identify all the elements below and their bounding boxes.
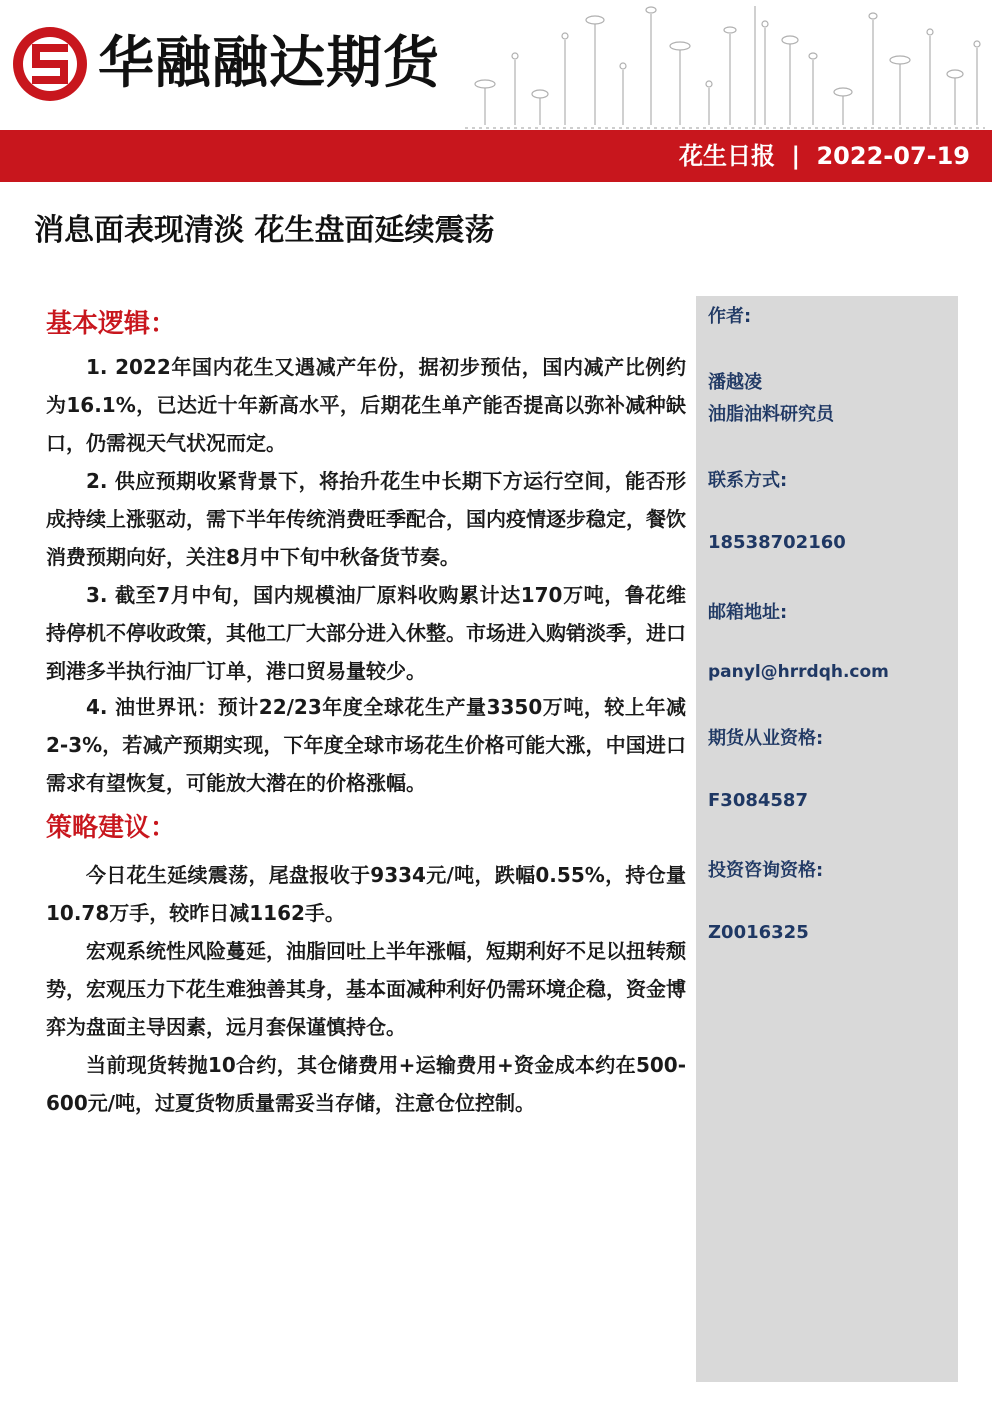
email-label: 邮箱地址: [708, 602, 788, 623]
report-title: 消息面表现清淡 花生盘面延续震荡 [34, 213, 495, 248]
futures-qual-number: F3084587 [708, 790, 808, 811]
basic-logic-paragraph-4: 4. 油世界讯：预计22/23年度全球花生产量3350万吨，较上年减2-3%，若减产预期实现，下年度全球市场花生价格可能大涨，中国进口需求有望恢复，可能放大潜在的价格涨幅。 [46, 695, 686, 795]
phone-number: 18538702160 [708, 532, 846, 553]
advisory-qual-number: Z0016325 [708, 922, 809, 943]
advisory-qual-label: 投资咨询资格: [708, 860, 824, 881]
report-meta [679, 130, 970, 182]
basic-logic-heading: 基本逻辑： [46, 309, 177, 339]
company-logo [10, 24, 90, 104]
report-date: 2022-07-19 [816, 142, 970, 170]
contact-label: 联系方式: [708, 470, 788, 491]
author-name: 潘越凌 [708, 372, 762, 393]
email-address[interactable]: panyl@hrrdqh.com [708, 662, 889, 682]
strategy-paragraph-2: 宏观系统性风险蔓延，油脂回吐上半年涨幅，短期利好不足以扭转颓势，宏观压力下花生难独善其身，基本面减种利好仍需环境企稳，资金博弈为盘面主导因素，远月套保谨慎持仓。 [46, 939, 686, 1039]
strategy-heading: 策略建议： [46, 813, 177, 843]
basic-logic-paragraph-3: 3. 截至7月中旬，国内规模油厂原料收购累计达170万吨，鲁花维持停机不停收政策，其他工厂大部分进入休整。市场进入购销淡季，进口到港多半执行油厂订单，港口贸易量较少。 [46, 583, 686, 683]
author-sidebar [696, 296, 958, 1382]
header-separator: | [791, 142, 801, 170]
report-type: 花生日报 [679, 142, 775, 170]
header-band [0, 130, 992, 182]
futures-qual-label: 期货从业资格: [708, 728, 824, 749]
brand-name: 华融融达期货 [98, 30, 440, 96]
author-label: 作者: [708, 306, 752, 327]
author-title: 油脂油料研究员 [708, 404, 834, 425]
basic-logic-paragraph-1: 1. 2022年国内花生又遇减产年份，据初步预估，国内减产比例约为16.1%，已达近十年新高水平，后期花生单产能否提高以弥补减种缺口，仍需视天气状况而定。 [46, 355, 686, 455]
basic-logic-paragraph-2: 2. 供应预期收紧背景下，将抬升花生中长期下方运行空间，能否形成持续上涨驱动，需下半年传统消费旺季配合，国内疫情逐步稳定，餐饮消费预期向好，关注8月中下旬中秋备货节奏。 [46, 469, 686, 569]
strategy-paragraph-3: 当前现货转抛10合约，其仓储费用+运输费用+资金成本约在500-600元/吨，过夏货物质量需妥当存储，注意仓位控制。 [46, 1053, 686, 1115]
strategy-paragraph-1: 今日花生延续震荡，尾盘报收于9334元/吨，跌幅0.55%，持仓量10.78万手，较昨日减1162手。 [46, 863, 686, 925]
header-decoration [455, 0, 992, 130]
